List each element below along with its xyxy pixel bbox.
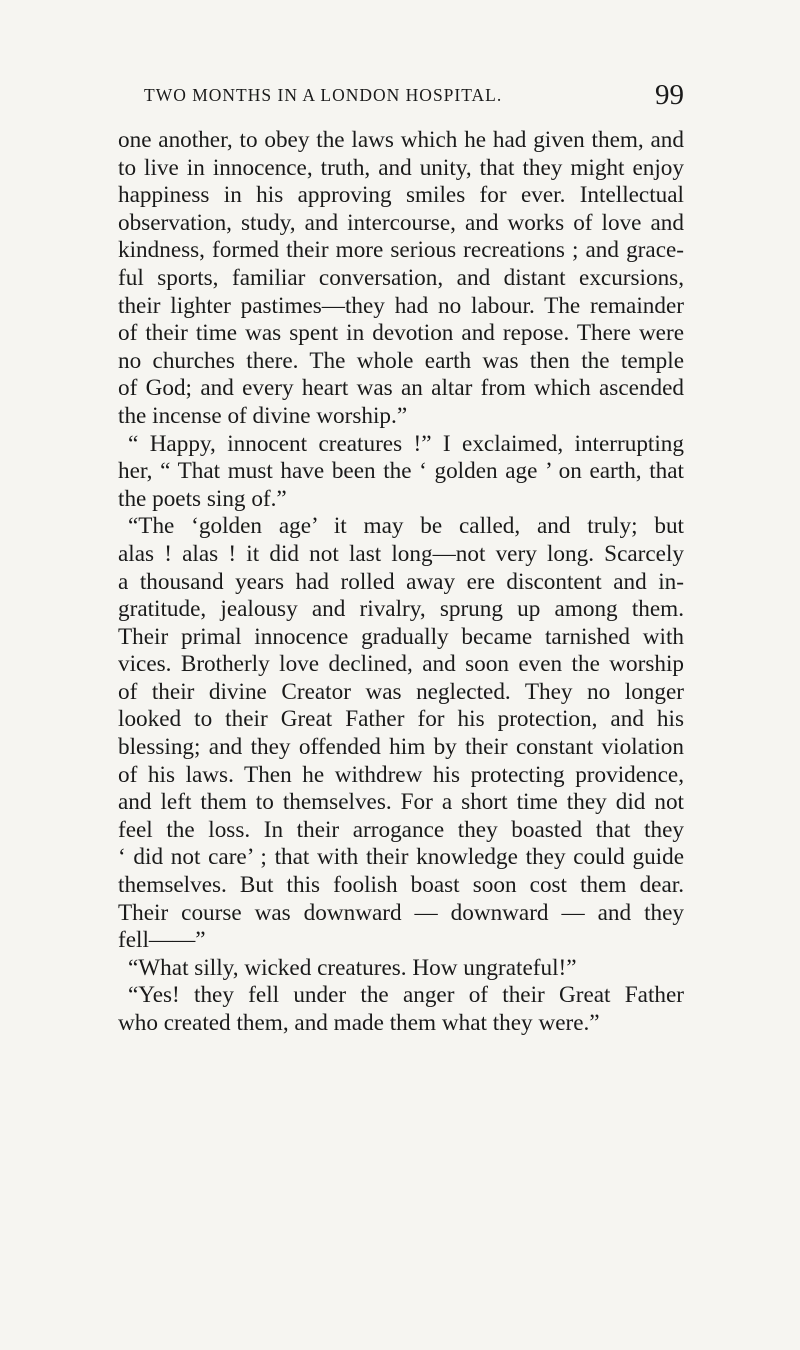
text-line: looked to their Great Father for his protection, and his xyxy=(118,706,684,733)
text-line: feel the loss. In their arrogance they boasted that they xyxy=(118,816,684,843)
text-line: “ Happy, innocent creatures !” I exclaimed, interrupting xyxy=(128,430,684,457)
text-line: and left them to themselves. For a short time they did not xyxy=(118,789,684,816)
text-line: kindness, formed their more serious recreations ; and grace- xyxy=(118,237,684,264)
text-line: gratitude, jealousy and rivalry, sprung up among them. xyxy=(118,596,684,623)
page-number: 99 xyxy=(655,79,684,111)
text-line: Their course was downward — downward — and they xyxy=(118,899,684,926)
text-line: “The ‘golden age’ it may be called, and truly; but xyxy=(128,513,684,540)
text-line: observation, study, and intercourse, and works of love and xyxy=(118,209,684,236)
text-line: fell——” xyxy=(118,927,206,954)
text-line: Their primal innocence gradually became tarnished with xyxy=(118,623,684,650)
text-line: of their time was spent in devotion and repose. There were xyxy=(118,320,684,347)
text-line: blessing; and they offended him by their constant violation xyxy=(118,734,684,761)
text-line: of their divine Creator was neglected. They no longer xyxy=(118,678,684,705)
text-line: no churches there. The whole earth was then the temple xyxy=(118,347,684,374)
text-line: vices. Brotherly love declined, and soon even the worship xyxy=(118,651,684,678)
text-line: “Yes! they fell under the anger of their Great Father xyxy=(128,982,684,1009)
text-line: happiness in his approving smiles for ever. Intellectual xyxy=(118,182,684,209)
text-line: one another, to obey the laws which he had given them, and xyxy=(118,127,684,153)
text-line: to live in innocence, truth, and unity, that they might enjoy xyxy=(118,154,684,181)
text-line: “What silly, wicked creatures. How ungrateful!” xyxy=(128,954,577,981)
text-line: ful sports, familiar conversation, and distant excursions, xyxy=(118,264,684,291)
text-line: a thousand years had rolled away ere discontent and in- xyxy=(118,568,684,595)
text-line: alas ! alas ! it did not last long—not very long. Scarcely xyxy=(118,540,684,567)
body-text xyxy=(118,127,684,1038)
text-line: her, “ That must have been the ‘ golden age ’ on earth, that xyxy=(118,458,684,485)
text-line: who created them, and made them what they were.” xyxy=(118,1010,600,1036)
text-line: of God; and every heart was an altar from which ascended xyxy=(118,375,684,402)
text-line: of his laws. Then he withdrew his protecting providence, xyxy=(118,761,684,788)
text-line: their lighter pastimes—they had no labour. The remainder xyxy=(118,292,684,319)
running-title: TWO MONTHS IN A LONDON HOSPITAL. xyxy=(144,85,503,105)
text-line: themselves. But this foolish boast soon cost them dear. xyxy=(118,872,684,899)
running-head xyxy=(118,80,684,110)
text-line: the incense of divine worship.” xyxy=(118,402,408,429)
text-line: ‘ did not care’ ; that with their knowledge they could guide xyxy=(118,844,684,871)
text-line: the poets sing of.” xyxy=(118,485,287,512)
